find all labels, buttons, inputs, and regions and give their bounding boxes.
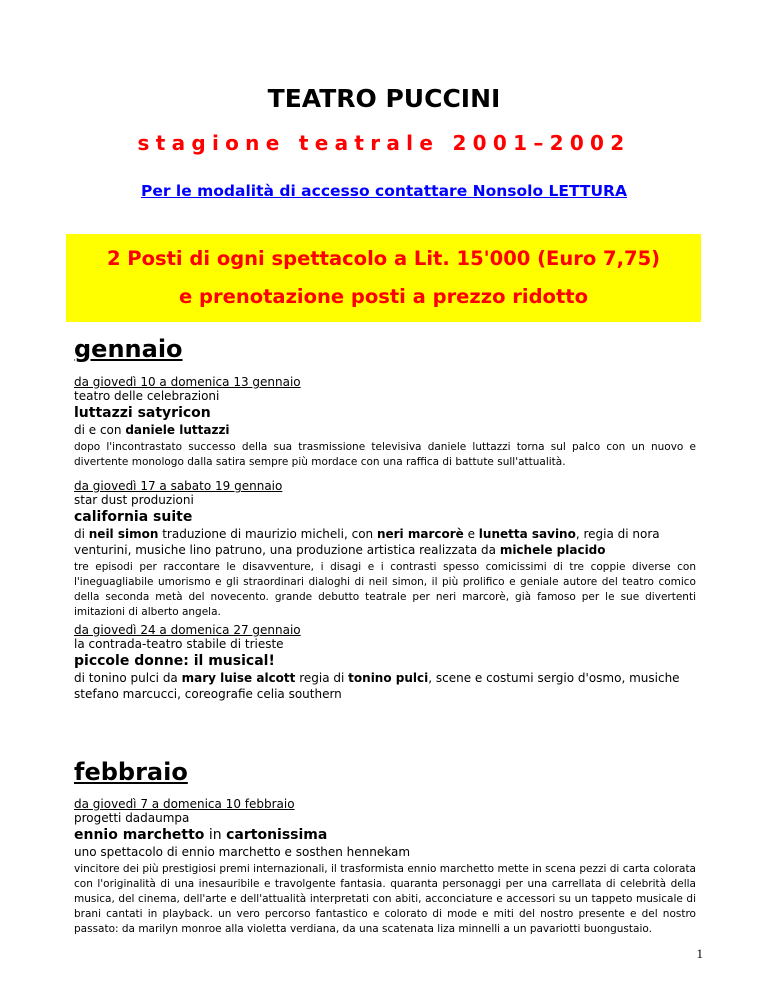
event-producer: progetti dadaumpa xyxy=(74,811,190,825)
credits-name: neri marcorè xyxy=(376,527,464,541)
event-description: tre episodi per raccontare le disavventure, i disagi e i contrasti spesso comicissimi di tre coppie diverse con l'ineguagliabile umorismo e gli straordinari dialoghi di neil simon, il più prolifico e geniale autore del teatro comico della seconda metà del novecento. grande debutto teatrale per neri marcorè, già famoso per le sue divertenti imitazioni di alberto angela. xyxy=(74,561,696,618)
event-date: da giovedì 10 a domenica 13 gennaio xyxy=(74,375,301,389)
event-title: piccole donne: il musical! xyxy=(74,653,275,669)
credits-name: mary luise alcott xyxy=(181,671,296,685)
credits-text: , regia di nora venturini, musiche lino patruno, una produzione artistica realizzata da xyxy=(74,527,660,557)
event-title: california suite xyxy=(74,509,193,525)
event-description: dopo l'incontrastato successo della sua trasmissione televisiva daniele luttazzi torna sul palco con un nuovo e divertente monologo dalla satira sempre più mordace con una raffica di battute sull'attualità. xyxy=(74,441,696,468)
promo-line-2: e prenotazione posti a prezzo ridotto xyxy=(179,285,588,308)
credits-name: michele placido xyxy=(499,543,606,557)
event-title xyxy=(74,826,696,844)
credits-text: di tonino pulci da xyxy=(74,671,182,685)
season-subtitle: stagione teatrale 2001–2002 xyxy=(137,131,631,155)
page-number: 1 xyxy=(696,946,703,961)
credits-name: tonino pulci xyxy=(348,671,429,685)
event-california-suite xyxy=(74,479,696,620)
promo-line-1: 2 Posti di ogni spettacolo a Lit. 15'000 (Euro 7,75) xyxy=(106,247,661,270)
event-ennio-marchetto xyxy=(74,797,696,937)
event-credits: uno spettacolo di ennio marchetto e sosthen hennekam xyxy=(74,845,411,859)
event-producer: star dust produzioni xyxy=(74,493,194,507)
credits-text: regia di xyxy=(295,671,349,685)
event-date: da giovedì 17 a sabato 19 gennaio xyxy=(74,479,283,493)
event-date: da giovedì 7 a domenica 10 febbraio xyxy=(74,797,295,811)
credits-text: e xyxy=(463,527,479,541)
month-heading-gennaio: gennaio xyxy=(74,335,183,363)
month-heading-febbraio: febbraio xyxy=(74,758,188,786)
event-title: luttazzi satyricon xyxy=(74,405,211,421)
event-piccole-donne xyxy=(74,623,696,702)
event-producer: la contrada-teatro stabile di trieste xyxy=(74,637,284,651)
title-part: cartonissima xyxy=(226,827,328,843)
credits-name: daniele luttazzi xyxy=(125,423,230,437)
title-part: in xyxy=(204,827,227,843)
credits-text: di xyxy=(74,527,89,541)
event-credits xyxy=(74,526,696,558)
credits-text: , scene e costumi sergio d'osmo, musiche stefano marcucci, coreografie celia southern xyxy=(74,671,680,701)
event-description: vincitore dei più prestigiosi premi internazionali, il trasformista ennio marchetto mette in scena pezzi di carta colorata con l'originalità di una inesauribile e travolgente fantasia. quaranta personaggi per una carrellata di celebrità della musica, del cinema, dell'arte e dell'attualità interpretati con abiti, acconciature e accessori su un tappeto musicale di brani cantati in playback. un vero percorso fantastico e colorato di mode e miti del nostro presente e del nostro passato: da marilyn monroe alla violetta verdiana, da una scatenata liza minnelli a un pavariotti buongustaio. xyxy=(74,863,696,935)
credits-name: neil simon xyxy=(88,527,159,541)
event-date: da giovedì 24 a domenica 27 gennaio xyxy=(74,623,301,637)
credits-text: di e con xyxy=(74,423,126,437)
title-part: ennio marchetto xyxy=(74,827,205,843)
promo-banner xyxy=(66,234,701,322)
event-luttazzi xyxy=(74,375,696,470)
page-title: TEATRO PUCCINI xyxy=(267,84,501,113)
credits-text: traduzione di maurizio micheli, con xyxy=(158,527,377,541)
event-producer: teatro delle celebrazioni xyxy=(74,389,220,403)
access-link[interactable]: Per le modalità di accesso contattare Nonsolo LETTURA xyxy=(141,182,627,200)
event-credits xyxy=(74,422,696,438)
credits-name: lunetta savino xyxy=(478,527,576,541)
event-credits xyxy=(74,670,696,702)
